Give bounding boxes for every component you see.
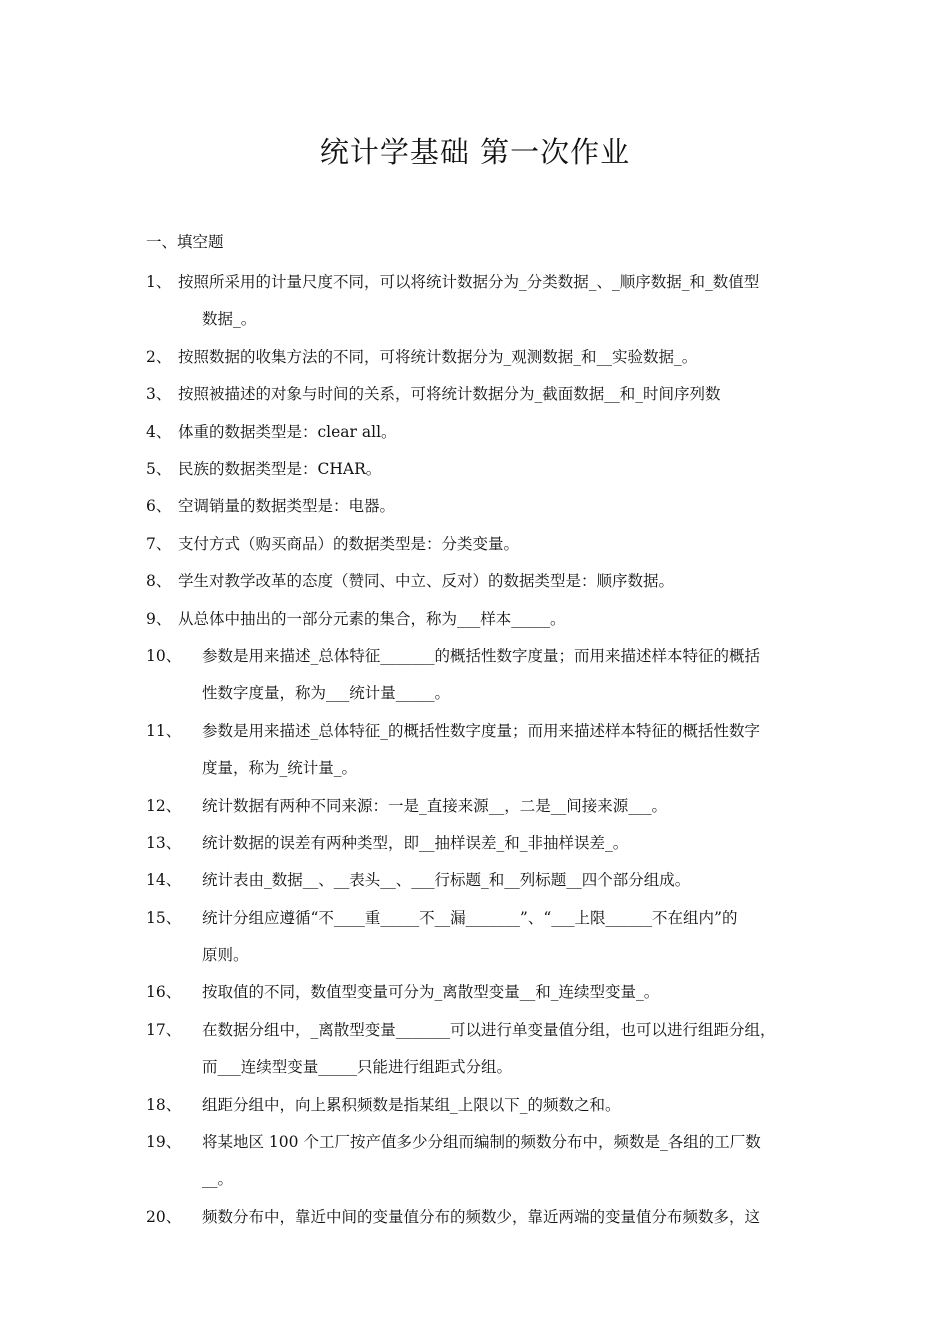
- question-text: [202, 825, 808, 862]
- question-text-line: 性数字度量，称为___统计量_____。: [202, 684, 451, 703]
- question-number: 6、: [146, 497, 172, 516]
- question-item: [0, 1124, 950, 1199]
- question-text-line: 按照数据的收集方法的不同，可将统计数据分为_观测数据_和__实验数据_。: [178, 347, 698, 366]
- section-heading: 一、填空题: [146, 233, 224, 251]
- question-text: [202, 900, 808, 975]
- question-text: [178, 488, 808, 525]
- question-number: 10、: [146, 646, 182, 665]
- question-text: [202, 1199, 808, 1236]
- question-text-line: 参数是用来描述_总体特征_的概括性数字度量；而用来描述样本特征的概括性数字: [202, 721, 761, 740]
- question-text-line: 从总体中抽出的一部分元素的集合，称为___样本_____。: [178, 609, 566, 628]
- question-text: [202, 862, 808, 899]
- question-text-line: 学生对教学改革的态度（赞同、中立、反对）的数据类型是：顺序数据。: [178, 572, 675, 591]
- question-text: [178, 526, 808, 563]
- question-text-line: 统计分组应遵循“不____重_____不__漏_______”、“___上限______不在组内”的: [202, 908, 738, 927]
- question-item: [0, 713, 950, 788]
- question-number: 2、: [146, 347, 172, 366]
- question-text: [178, 601, 808, 638]
- question-text-line: 频数分布中，靠近中间的变量值分布的频数少，靠近两端的变量值分布频数多，这: [202, 1207, 761, 1226]
- question-text-line: 空调销量的数据类型是：电器。: [178, 497, 396, 516]
- question-item: [0, 974, 950, 1011]
- question-number: 12、: [146, 796, 182, 815]
- question-text: [178, 264, 808, 339]
- question-item: [0, 825, 950, 862]
- question-text-line: 原则。: [202, 946, 249, 965]
- question-number: 13、: [146, 833, 182, 852]
- question-text: [202, 788, 808, 825]
- question-text-line: 数据_。: [202, 310, 257, 329]
- page-title: 统计学基础 第一次作业: [319, 135, 631, 169]
- question-number: 17、: [146, 1020, 182, 1039]
- question-text: [178, 563, 808, 600]
- question-number: 15、: [146, 908, 182, 927]
- question-text: [202, 1012, 808, 1087]
- question-number: 1、: [146, 273, 172, 291]
- question-number: 4、: [146, 422, 172, 441]
- question-item: [0, 339, 950, 376]
- question-item: [0, 414, 950, 451]
- question-text-line: 在数据分组中，_离散型变量_______可以进行单变量值分组，也可以进行组距分组，: [202, 1020, 776, 1039]
- question-text-line: __。: [202, 1170, 234, 1189]
- question-text: [202, 1124, 808, 1199]
- question-text: [178, 339, 808, 376]
- question-text-line: 体重的数据类型是：clear all。: [178, 422, 397, 441]
- question-item: [0, 563, 950, 600]
- question-item: [0, 862, 950, 899]
- question-text: [178, 414, 808, 451]
- question-text-line: 将某地区 100 个工厂按产值多少分组而编制的频数分布中，频数是_各组的工厂数: [202, 1133, 761, 1152]
- question-number: 11、: [146, 721, 182, 740]
- question-list: [0, 264, 950, 1236]
- question-text: [202, 638, 808, 713]
- question-item: [0, 1087, 950, 1124]
- question-text-line: 组距分组中，向上累积频数是指某组_上限以下_的频数之和。: [202, 1095, 621, 1114]
- question-item: [0, 488, 950, 525]
- question-text: [178, 376, 808, 413]
- question-number: 20、: [146, 1207, 182, 1226]
- question-text: [202, 1087, 808, 1124]
- question-item: [0, 451, 950, 488]
- question-text: [202, 713, 808, 788]
- question-number: 3、: [146, 385, 172, 404]
- question-item: [0, 1012, 950, 1087]
- question-number: 9、: [146, 609, 172, 628]
- question-text-line: 统计表由_数据__、__表头__、___行标题_和__列标题__四个部分组成。: [202, 871, 691, 890]
- question-number: 8、: [146, 572, 172, 591]
- question-item: [0, 788, 950, 825]
- question-number: 14、: [146, 871, 182, 890]
- question-text-line: 统计数据有两种不同来源：一是_直接来源__，二是__间接来源___。: [202, 796, 668, 815]
- question-text-line: 统计数据的误差有两种类型，即__抽样误差_和_非抽样误差_。: [202, 833, 629, 852]
- question-text: [202, 974, 808, 1011]
- question-text-line: 民族的数据类型是：CHAR。: [178, 459, 382, 478]
- question-text-line: 而___连续型变量_____只能进行组距式分组。: [202, 1058, 513, 1077]
- question-item: [0, 376, 950, 413]
- question-text-line: 参数是用来描述_总体特征_______的概括性数字度量；而用来描述样本特征的概括: [202, 646, 761, 665]
- question-text-line: 按照被描述的对象与时间的关系，可将统计数据分为_截面数据__和_时间序列数: [178, 385, 721, 404]
- question-item: [0, 264, 950, 339]
- question-text-line: 支付方式（购买商品）的数据类型是：分类变量。: [178, 534, 520, 553]
- question-item: [0, 1199, 950, 1236]
- question-text-line: 按取值的不同，数值型变量可分为_离散型变量__和_连续型变量_。: [202, 983, 660, 1002]
- question-text: [178, 451, 808, 488]
- question-number: 18、: [146, 1095, 182, 1114]
- question-item: [0, 900, 950, 975]
- question-number: 7、: [146, 534, 172, 553]
- question-text-line: 按照所采用的计量尺度不同，可以将统计数据分为_分类数据_、_顺序数据_和_数值型: [178, 273, 760, 291]
- question-text-line: 度量，称为_统计量_。: [202, 759, 358, 778]
- question-item: [0, 526, 950, 563]
- question-number: 16、: [146, 983, 182, 1002]
- question-item: [0, 638, 950, 713]
- question-number: 5、: [146, 459, 172, 478]
- question-number: 19、: [146, 1133, 182, 1152]
- question-item: [0, 601, 950, 638]
